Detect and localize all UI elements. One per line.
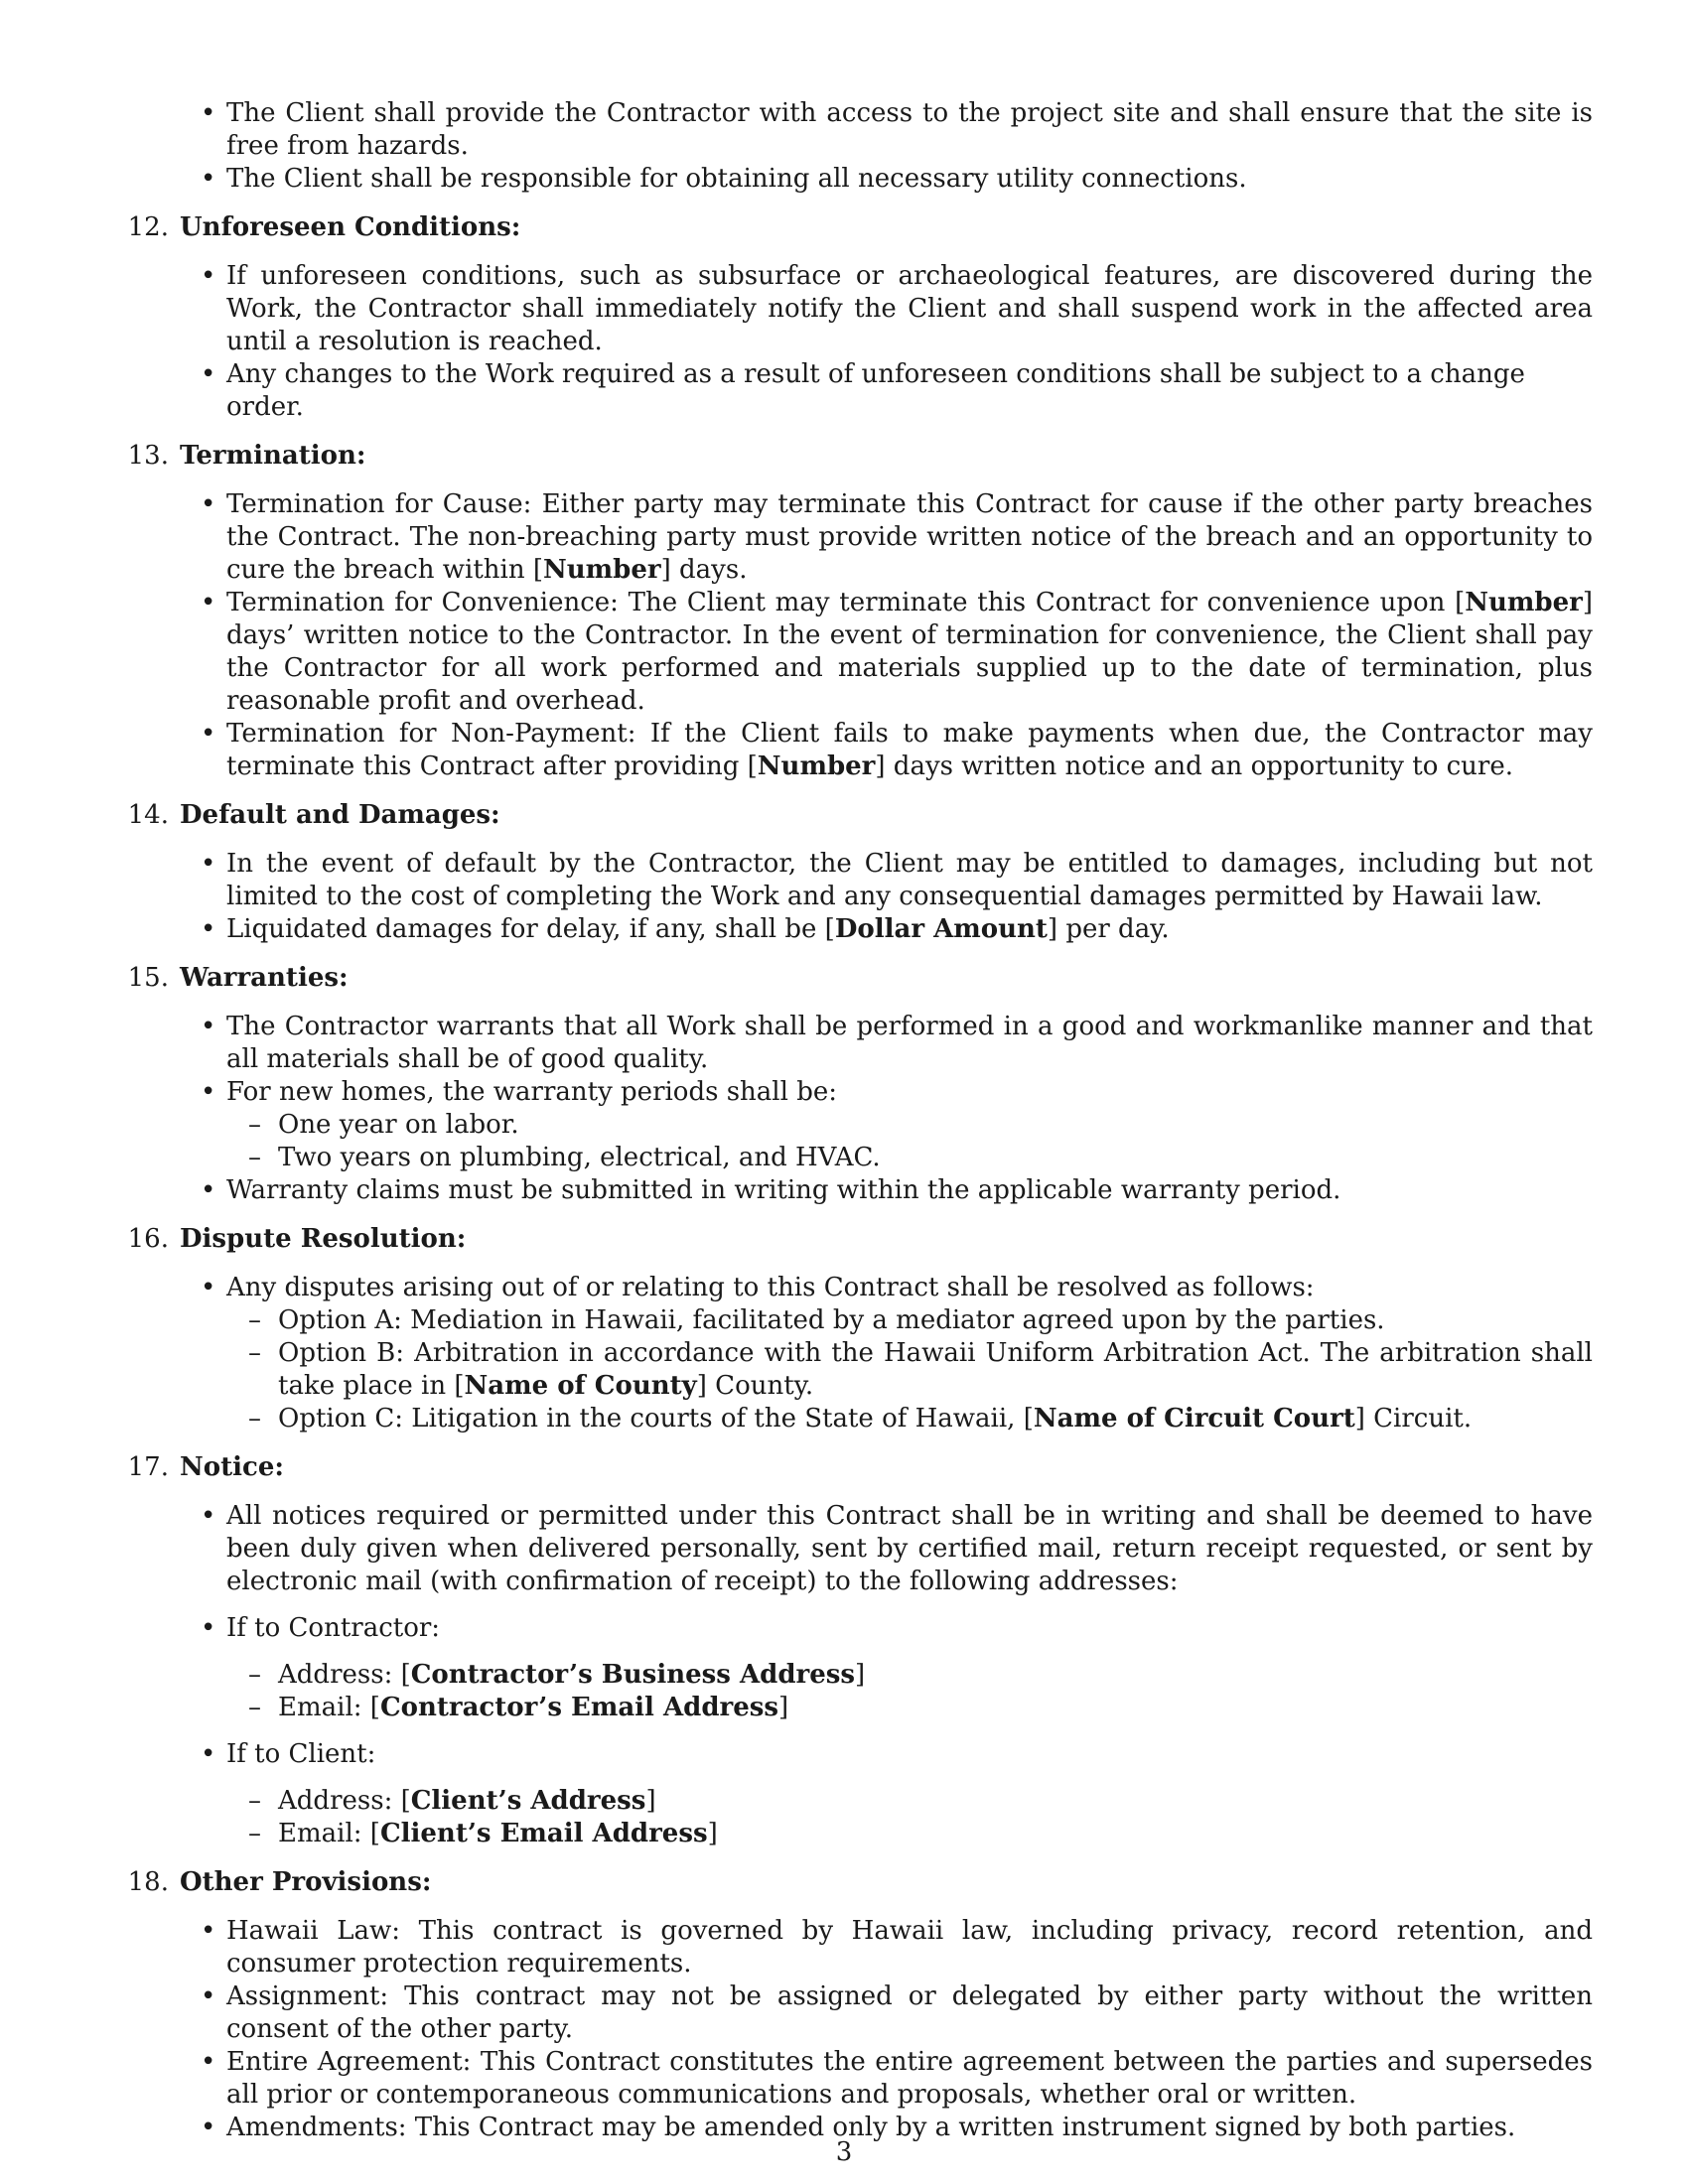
section-heading: [111, 1451, 1593, 1484]
section-list: [111, 1915, 1593, 2144]
section-list: [111, 848, 1593, 946]
contract-body: [111, 97, 1593, 2144]
placeholder-field: Contractor’s Business Address: [410, 1660, 856, 1690]
item-text: Email: [: [278, 1693, 380, 1722]
section-number: 18.: [127, 1867, 169, 1897]
section-list: [111, 1500, 1593, 1850]
item-text: ] County.: [696, 1371, 814, 1401]
list-item: • The Client shall be responsible for obtaining all necessary utility connections.: [226, 163, 1593, 196]
placeholder-field: Dollar Amount: [834, 914, 1048, 944]
sub-item: [278, 1659, 1593, 1692]
item-text: ] per day.: [1047, 914, 1170, 944]
sub-item: [278, 1337, 1593, 1403]
list-item: [226, 587, 1593, 718]
section-13: [111, 440, 1593, 783]
placeholder-field: Number: [543, 555, 661, 585]
item-text: ]: [707, 1819, 718, 1848]
item-text: Termination for Non-Payment: If the Client fails to make payments when due, the Contractor may terminate this Contract after providing [: [226, 719, 1593, 781]
section-title: Other Provisions:: [180, 1867, 432, 1897]
sub-list: [226, 1659, 1593, 1724]
item-text: ]: [778, 1693, 789, 1722]
item-text: ] days written notice and an opportunity to cure.: [875, 751, 1514, 781]
item-text: ]: [645, 1786, 656, 1816]
item-text: Email: [: [278, 1819, 380, 1848]
list-item: • If unforeseen conditions, such as subsurface or archaeological features, are discovered during the Work, the Contractor shall immediately notify the Client and shall suspend work in the affected area until a resolution is reached.: [226, 260, 1593, 358]
section-16: [111, 1223, 1593, 1435]
page-number: 3: [835, 2137, 853, 2167]
list-item: [226, 1272, 1593, 1435]
placeholder-field: Contractor’s Email Address: [379, 1693, 779, 1722]
section-title: Default and Damages:: [180, 800, 500, 830]
section-list: [111, 488, 1593, 783]
list-item: [226, 488, 1593, 587]
section-heading: [111, 211, 1593, 244]
section-12: [111, 211, 1593, 424]
section-heading: [111, 962, 1593, 995]
item-text: If to Contractor:: [226, 1613, 441, 1643]
sub-item: – One year on labor.: [278, 1109, 1593, 1142]
item-text: Termination for Cause: Either party may terminate this Contract for cause if the other party breaches the Contract. The non-breaching party must provide written notice of the breach and an opportunity to cure the breach within [: [226, 489, 1593, 585]
section-15: [111, 962, 1593, 1207]
item-text: Any disputes arising out of or relating to this Contract shall be resolved as follows:: [226, 1273, 1315, 1302]
section-list: [111, 1011, 1593, 1207]
section-number: 17.: [127, 1452, 169, 1482]
list-item: [226, 718, 1593, 783]
item-text: ] days’ written notice to the Contractor. In the event of termination for convenience, the Client shall pay the Contractor for all work performed and materials supplied up to the date of termination, plus reasonable profit and overhead.: [226, 588, 1593, 716]
list-item: • Amendments: This Contract may be amended only by a written instrument signed by both parties.: [226, 2112, 1593, 2144]
placeholder-field: Name of Circuit Court: [1033, 1404, 1355, 1433]
item-text: ]: [855, 1660, 866, 1690]
item-text: Liquidated damages for delay, if any, shall be [: [226, 914, 835, 944]
section-title: Notice:: [180, 1452, 284, 1482]
item-text: Option B: Arbitration in accordance with the Hawaii Uniform Arbitration Act. The arbitration shall take place in [: [278, 1338, 1593, 1401]
section-title: Termination:: [180, 441, 366, 471]
list-item: [226, 1612, 1593, 1724]
item-text: Termination for Convenience: The Client may terminate this Contract for convenience upon [: [226, 588, 1466, 617]
list-item: • Assignment: This contract may not be assigned or delegated by either party without the written consent of the other party.: [226, 1980, 1593, 2046]
section-number: 13.: [127, 441, 169, 471]
placeholder-field: Client’s Address: [410, 1786, 646, 1816]
section-title: Warranties:: [180, 963, 349, 993]
item-text: For new homes, the warranty periods shall be:: [226, 1077, 837, 1107]
section-14: [111, 799, 1593, 946]
list-item: • Entire Agreement: This Contract constitutes the entire agreement between the parties and supersedes all prior or contemporaneous communications and proposals, whether oral or written.: [226, 2046, 1593, 2112]
list-item: • All notices required or permitted under this Contract shall be in writing and shall be deemed to have been duly given when delivered personally, sent by certified mail, return receipt requested, or sent by electronic mail (with confirmation of receipt) to the following addresses:: [226, 1500, 1593, 1598]
list-item: • In the event of default by the Contractor, the Client may be entitled to damages, including but not limited to the cost of completing the Work and any consequential damages permitted by Hawaii law.: [226, 848, 1593, 913]
sub-item: – Two years on plumbing, electrical, and HVAC.: [278, 1142, 1593, 1174]
item-text: ] Circuit.: [1354, 1404, 1473, 1433]
section-number: 15.: [127, 963, 169, 993]
sub-list: [226, 1785, 1593, 1850]
placeholder-field: Number: [1465, 588, 1583, 617]
section-number: 16.: [127, 1224, 169, 1254]
placeholder-field: Number: [757, 751, 876, 781]
placeholder-field: Name of County: [464, 1371, 697, 1401]
sub-item: [278, 1818, 1593, 1850]
section-list: [111, 260, 1593, 424]
sub-list: [226, 1109, 1593, 1174]
sub-item: [278, 1692, 1593, 1724]
item-text: ] days.: [660, 555, 748, 585]
list-item: • Warranty claims must be submitted in writing within the applicable warranty period.: [226, 1174, 1593, 1207]
section-number: 12.: [127, 212, 169, 242]
section-18: [111, 1866, 1593, 2144]
list-item: [226, 913, 1593, 946]
list-item: • Hawaii Law: This contract is governed by Hawaii law, including privacy, record retention, and consumer protection requirements.: [226, 1915, 1593, 1980]
sub-item: [278, 1785, 1593, 1818]
section-title: Dispute Resolution:: [180, 1224, 467, 1254]
section-heading: [111, 799, 1593, 832]
continued-list: [111, 97, 1593, 196]
item-text: Address: [: [278, 1786, 411, 1816]
item-text: Address: [: [278, 1660, 411, 1690]
section-heading: [111, 1866, 1593, 1899]
section-heading: [111, 1223, 1593, 1256]
list-item: [226, 1738, 1593, 1850]
sub-list: [226, 1304, 1593, 1435]
sub-item: – Option A: Mediation in Hawaii, facilitated by a mediator agreed upon by the parties.: [278, 1304, 1593, 1337]
sub-item: [278, 1403, 1593, 1435]
section-heading: [111, 440, 1593, 473]
item-text: If to Client:: [226, 1739, 376, 1769]
list-item: • The Client shall provide the Contractor with access to the project site and shall ensure that the site is free from hazards.: [226, 97, 1593, 163]
section-list: [111, 1272, 1593, 1435]
list-item: [226, 1076, 1593, 1174]
section-title: Unforeseen Conditions:: [180, 212, 521, 242]
placeholder-field: Client’s Email Address: [379, 1819, 708, 1848]
list-item: • Any changes to the Work required as a result of unforeseen conditions shall be subject to a change order.: [226, 358, 1593, 424]
section-number: 14.: [127, 800, 169, 830]
item-text: Option C: Litigation in the courts of the State of Hawaii, [: [278, 1404, 1034, 1433]
list-item: • The Contractor warrants that all Work shall be performed in a good and workmanlike manner and that all materials shall be of good quality.: [226, 1011, 1593, 1076]
section-17: [111, 1451, 1593, 1850]
